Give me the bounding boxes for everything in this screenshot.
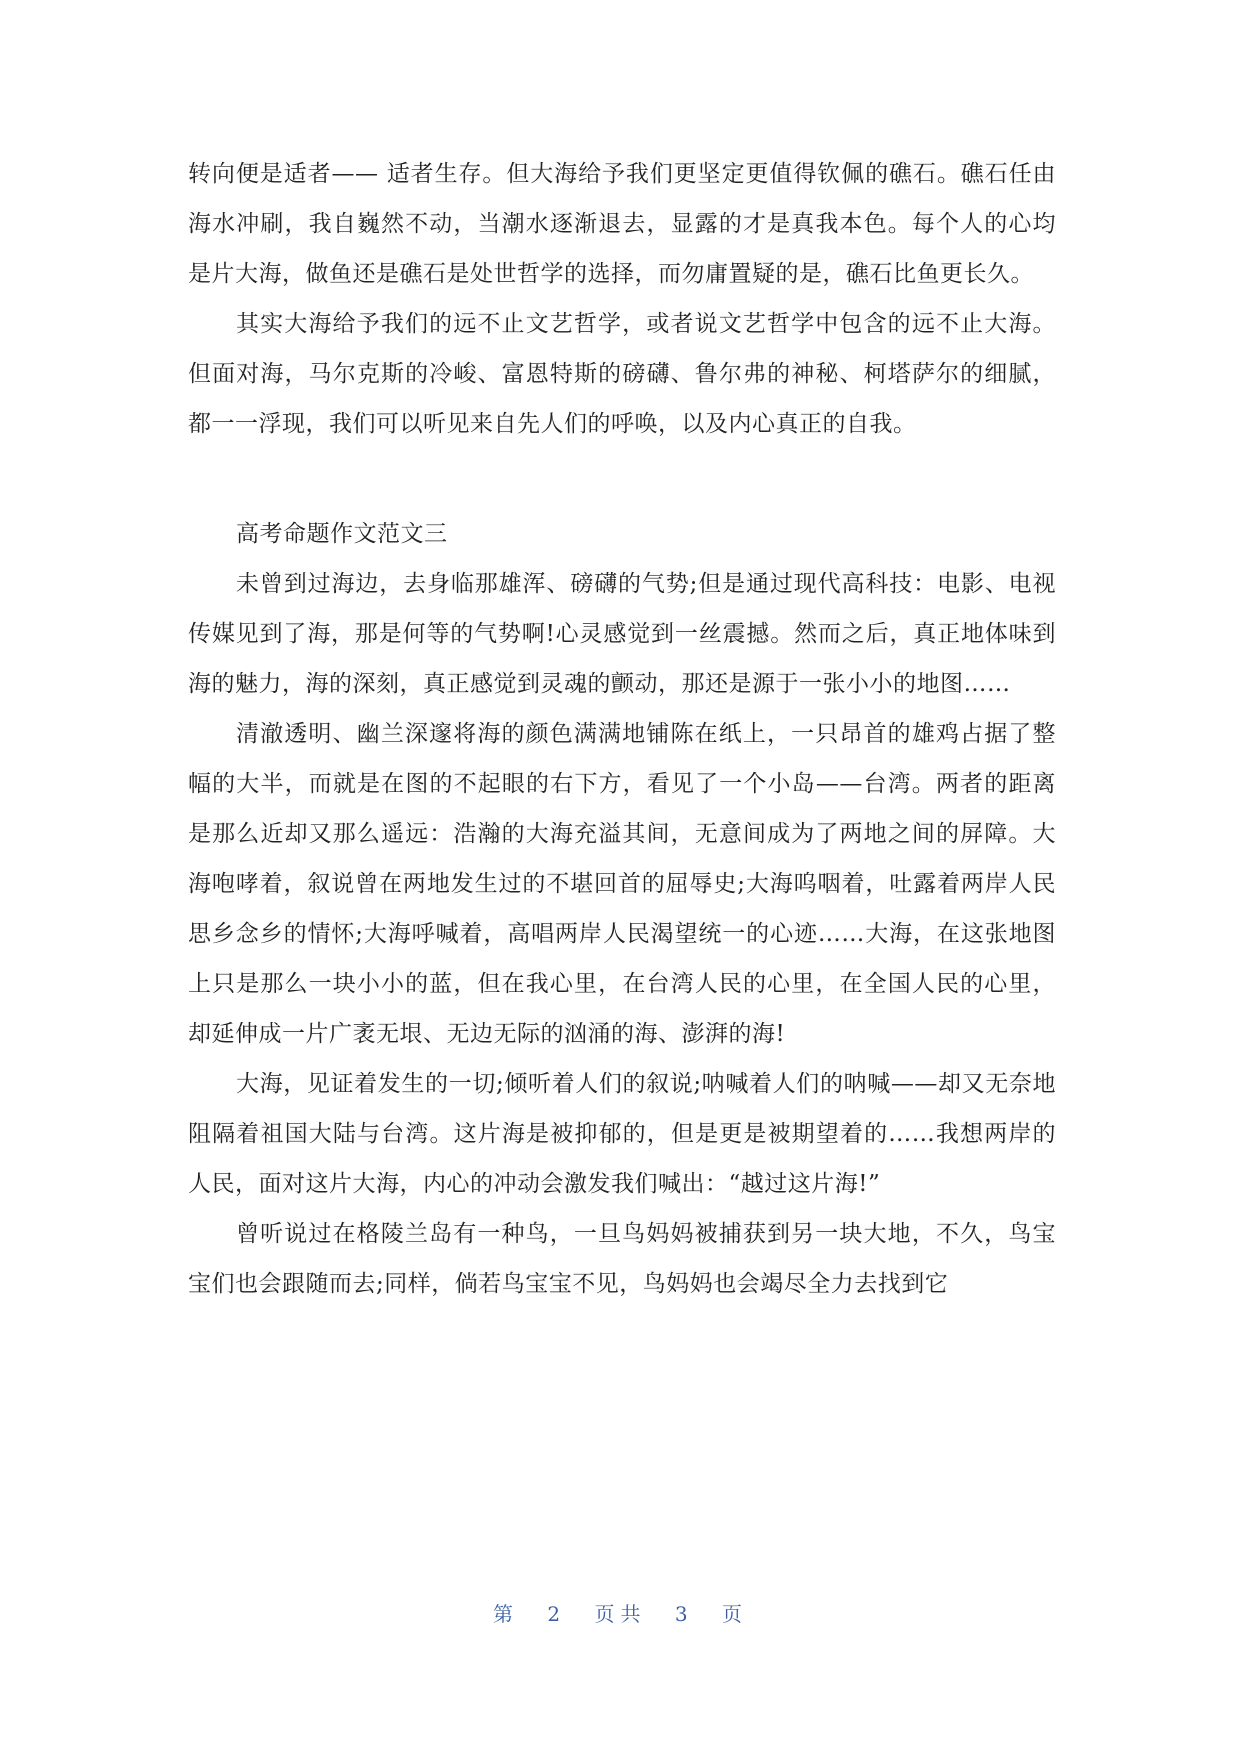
footer-middle: 页共 <box>594 1602 647 1626</box>
paragraph: 转向便是适者—— 适者生存。但大海给予我们更坚定更值得钦佩的礁石。礁石任由海水冲刷，我自巍然不动，当潮水逐渐退去，显露的才是真我本色。每个人的心均是片大海，做鱼还是礁石是处世哲学的选择，而勿庸置疑的是，礁石比鱼更长久。 <box>188 161 1056 287</box>
paragraph: 未曾到过海边，去身临那雄浑、磅礴的气势;但是通过现代高科技：电影、电视传媒见到了海，那是何等的气势啊!心灵感觉到一丝震撼。然而之后，真正地体味到海的魅力，海的深刻，真正感觉到灵魂的颤动，那还是源于一张小小的地图…… <box>188 571 1056 697</box>
paragraph: 大海，见证着发生的一切;倾听着人们的叙说;呐喊着人们的呐喊——却又无奈地阻隔着祖国大陆与台湾。这片海是被抑郁的，但是更是被期望着的……我想两岸的人民，面对这片大海，内心的冲动会激发我们喊出：“越过这片海!” <box>188 1071 1056 1197</box>
section-spacer <box>188 449 1056 509</box>
paragraph: 清澈透明、幽兰深邃将海的颜色满满地铺陈在纸上，一只昂首的雄鸡占据了整幅的大半，而就是在图的不起眼的右下方，看见了一个小岛——台湾。两者的距离是那么近却又那么遥远：浩瀚的大海充溢其间，无意间成为了两地之间的屏障。大海咆哮着，叙说曾在两地发生过的不堪回首的屈辱史;大海呜咽着，吐露着两岸人民思乡念乡的情怀;大海呼喊着，高唱两岸人民渴望统一的心迹……大海，在这张地图上只是那么一块小小的蓝，但在我心里，在台湾人民的心里，在全国人民的心里，却延伸成一片广袤无垠、无边无际的汹涌的海、澎湃的海! <box>188 721 1056 1047</box>
paragraph: 其实大海给予我们的远不止文艺哲学，或者说文艺哲学中包含的远不止大海。但面对海，马尔克斯的冷峻、富恩特斯的磅礴、鲁尔弗的神秘、柯塔萨尔的细腻，都一一浮现，我们可以听见来自先人们的呼唤，以及内心真正的自我。 <box>188 311 1056 437</box>
section-heading: 高考命题作文范文三 <box>236 521 448 547</box>
paragraph: 曾听说过在格陵兰岛有一种鸟，一旦鸟妈妈被捕获到另一块大地，不久，鸟宝宝们也会跟随而去;同样，倘若鸟宝宝不见，鸟妈妈也会竭尽全力去找到它 <box>188 1221 1056 1297</box>
footer-suffix: 页 <box>721 1602 748 1626</box>
page-footer <box>0 1598 1241 1627</box>
footer-current-page: 2 <box>547 1602 567 1626</box>
footer-total-pages: 3 <box>674 1602 694 1626</box>
document-body <box>188 149 1056 1309</box>
footer-prefix: 第 <box>493 1602 520 1626</box>
